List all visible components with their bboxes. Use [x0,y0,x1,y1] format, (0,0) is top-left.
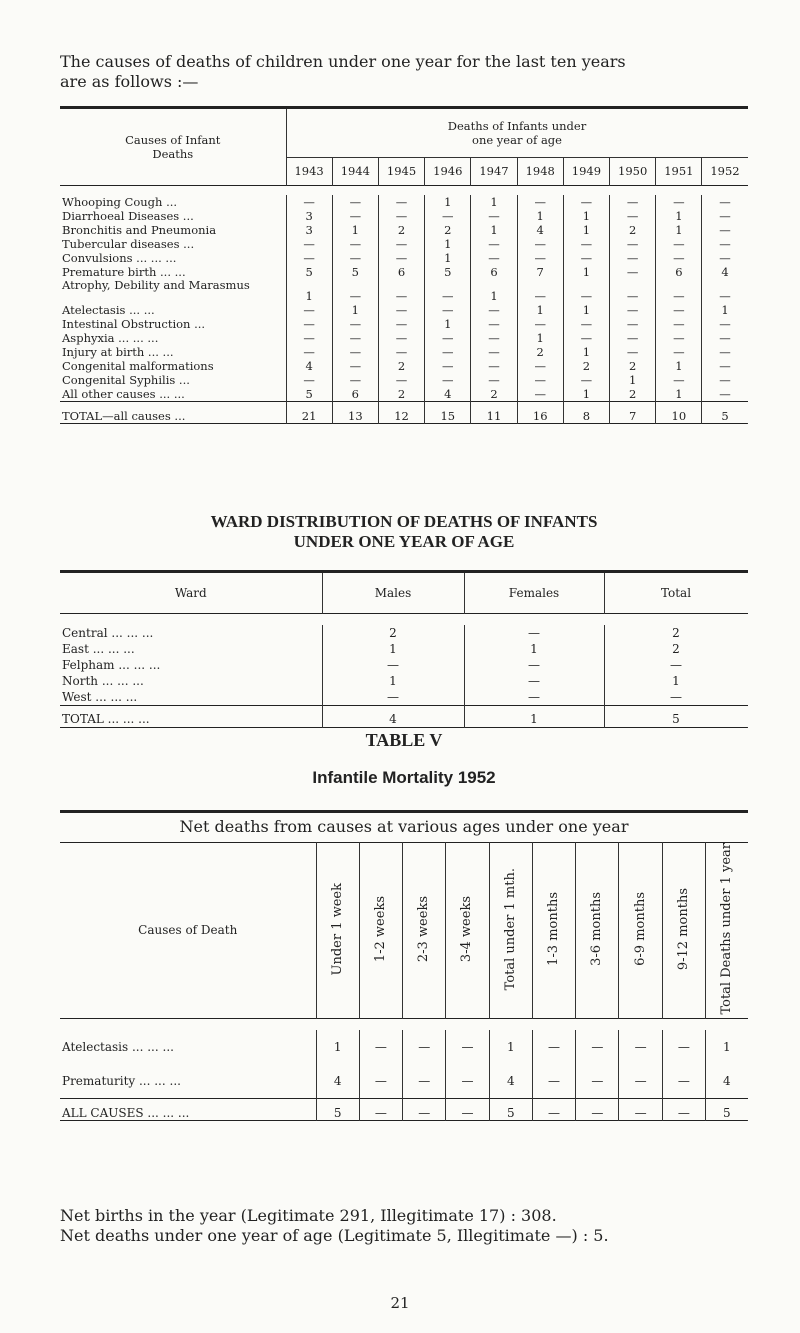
total-cell: 21 [286,402,332,424]
deaths-cell: 1 [656,223,702,237]
infantile-mortality-table [60,842,748,1121]
intro-paragraph [60,52,760,92]
cause-label: All other causes ... ... [60,387,286,402]
deaths-cell: 2 [425,223,471,237]
deaths-cell: — [517,251,563,265]
deaths-cell: 1 [563,209,609,223]
table-row [60,359,748,373]
deaths-cell: — [719,373,731,387]
deaths-cell: — [332,279,378,303]
deaths-cell: — [425,359,471,373]
total-cell: — [359,1098,402,1120]
table-row [60,265,748,279]
deaths-cell: — [425,303,471,317]
ward-column-header: Ward [60,573,322,613]
deaths-cell: — [359,1030,402,1064]
table-row [60,689,748,706]
deaths-cell: — [532,1030,575,1064]
deaths-cell: — [378,317,424,331]
table-v-caption: Net deaths from causes at various ages under one year [179,817,629,836]
deaths-cell: — [576,1030,619,1064]
deaths-cell: — [332,345,378,359]
table-row [60,209,748,223]
total-cell: 13 [332,402,378,424]
deaths-cell: 1 [563,303,609,317]
deaths-group-header: Deaths of Infants under one year of age [447,119,587,147]
deaths-cell: — [719,195,731,209]
cause-label: Premature birth ... ... [60,265,286,279]
ward-total-males: 4 [322,706,464,728]
deaths-cell: — [610,195,656,209]
cause-label: Prematurity ... ... ... [60,1064,316,1098]
deaths-cell: 4 [517,223,563,237]
deaths-cell: 5 [425,265,471,279]
deaths-cell: — [719,345,731,359]
deaths-cell: 1 [721,303,729,317]
year-header: 1952 [702,157,748,185]
ward-females-cell: — [464,657,604,673]
deaths-cell: — [332,373,378,387]
deaths-cell: — [286,373,332,387]
deaths-cell: 1 [563,387,609,402]
deaths-cell: 1 [316,1030,359,1064]
deaths-cell: 7 [517,265,563,279]
deaths-cell: 1 [332,223,378,237]
age-column-header [489,843,532,1019]
deaths-cell: — [563,317,609,331]
deaths-cell: 6 [471,265,517,279]
deaths-cell: — [446,1030,489,1064]
ward-females-cell: — [464,673,604,689]
deaths-cell: — [471,317,517,331]
deaths-cell: — [286,345,332,359]
total-row [60,402,748,424]
deaths-cell: — [563,237,609,251]
age-column-label: 9-12 months [675,887,691,970]
deaths-cell: — [610,209,656,223]
deaths-cell: — [286,195,332,209]
deaths-cell: — [286,251,332,265]
deaths-cell: 1 [425,195,471,209]
deaths-cell: 4 [425,387,471,402]
cause-label: Bronchitis and Pneumonia [60,223,286,237]
cause-label: Atelectasis ... ... ... [60,1030,316,1064]
total-cell: 5 [316,1098,359,1120]
deaths-cell: 5 [332,265,378,279]
deaths-cell: 2 [378,223,424,237]
deaths-cell: 1 [425,251,471,265]
ward-males-cell: 1 [322,641,464,657]
age-column-header [316,843,359,1019]
deaths-cell: 3 [286,223,332,237]
page-number: 21 [390,1294,410,1312]
age-column-header [532,843,575,1019]
deaths-cell: 1 [656,359,702,373]
age-column-header [619,843,662,1019]
deaths-cell: — [610,345,656,359]
deaths-cell: — [517,359,563,373]
deaths-cell: — [517,387,563,402]
total-cell: 5 [489,1098,532,1120]
deaths-cell: — [471,209,517,223]
deaths-cell: — [332,359,378,373]
deaths-cell: — [656,237,702,251]
ward-females-cell: — [464,689,604,706]
deaths-cell: — [425,209,471,223]
deaths-cell: 5 [286,265,332,279]
deaths-cell: — [378,237,424,251]
deaths-cell: — [719,387,731,401]
deaths-cell: — [610,265,656,279]
table-row [60,387,748,402]
table-row [60,303,748,317]
ward-females-cell: 1 [464,641,604,657]
net-deaths-note: Net deaths under one year of age (Legitimate 5, Illegitimate —) : 5. [60,1226,609,1245]
table-row [60,625,748,641]
deaths-cell: 1 [489,1030,532,1064]
age-column-label: Under 1 week [329,882,345,976]
ward-males-cell: 1 [322,673,464,689]
ward-total-cell: — [670,658,682,672]
age-column-header [403,843,446,1019]
deaths-cell: — [471,237,517,251]
cause-label: Convulsions ... ... ... [60,251,286,265]
ward-column-header: Males [322,573,464,613]
deaths-cell: — [656,317,702,331]
deaths-cell: — [332,317,378,331]
deaths-cell: — [576,1064,619,1098]
year-header: 1943 [286,157,332,185]
total-cell: — [662,1098,705,1120]
total-cell: 5 [706,1098,748,1120]
deaths-cell: 2 [610,387,656,402]
age-column-label: 1-2 weeks [372,895,388,962]
ward-total-cell: 2 [672,626,680,640]
deaths-cell: — [332,195,378,209]
deaths-cell: — [619,1030,662,1064]
cause-label: Injury at birth ... ... [60,345,286,359]
deaths-cell: — [563,373,609,387]
ward-total-females: 1 [464,706,604,728]
deaths-cell: 1 [517,303,563,317]
total-label: ALL CAUSES ... ... ... [60,1098,316,1120]
intro-line-1: The causes of deaths of children under one year for the last ten years [60,52,626,71]
age-column-header [359,843,402,1019]
deaths-cell: — [471,303,517,317]
table-row [60,373,748,387]
table-row [60,345,748,359]
age-column-header [662,843,705,1019]
ward-total-cell: — [670,690,682,704]
year-header: 1944 [332,157,378,185]
total-cell: 7 [610,402,656,424]
deaths-cell: 6 [656,265,702,279]
table-row [60,641,748,657]
deaths-cell: — [719,223,731,237]
table-row [60,237,748,251]
cause-label: Atrophy, Debility and Marasmus [60,279,286,303]
deaths-cell: — [425,331,471,345]
deaths-cell: — [286,237,332,251]
deaths-cell: — [425,279,471,303]
deaths-cell: — [719,209,731,223]
table-v-container [60,810,748,1121]
deaths-cell: — [563,195,609,209]
deaths-cell: — [425,345,471,359]
deaths-cell: — [403,1064,446,1098]
total-row [60,706,748,728]
deaths-cell: 4 [721,265,729,279]
deaths-cell: 1 [517,331,563,345]
deaths-cell: 1 [332,303,378,317]
total-cell: 8 [563,402,609,424]
deaths-cell: 1 [563,345,609,359]
deaths-cell: — [532,1064,575,1098]
cause-label: Congenital Syphilis ... [60,373,286,387]
table-row [60,673,748,689]
age-column-label: 2-3 weeks [416,895,432,962]
deaths-cell: — [610,251,656,265]
deaths-cell: 3 [286,209,332,223]
deaths-cell: — [517,279,563,303]
deaths-cell: — [332,237,378,251]
deaths-cell: — [563,251,609,265]
cause-label: Diarrhoeal Diseases ... [60,209,286,223]
age-column-label: 6-9 months [632,891,648,966]
deaths-cell: 2 [563,359,609,373]
deaths-cell: — [610,331,656,345]
deaths-cell: — [656,345,702,359]
ward-ward-cell: East ... ... ... [60,641,322,657]
age-column-label: Total Deaths under 1 year [718,843,734,1015]
total-cell: — [446,1098,489,1120]
year-header: 1950 [610,157,656,185]
deaths-cell: — [656,331,702,345]
deaths-cell: — [378,331,424,345]
ward-females-cell: — [464,625,604,641]
table-row [60,1030,748,1064]
deaths-cell: — [471,331,517,345]
deaths-cell: — [656,373,702,387]
deaths-cell: — [286,303,332,317]
deaths-cell: — [719,317,731,331]
total-row [60,1098,748,1120]
deaths-cell: 6 [378,265,424,279]
age-column-header [576,843,619,1019]
deaths-cell: — [378,195,424,209]
cause-label: Asphyxia ... ... ... [60,331,286,345]
deaths-cell: 6 [332,387,378,402]
total-cell: — [619,1098,662,1120]
deaths-cell: — [719,251,731,265]
cause-column-header: Causes of Infant Deaths [60,109,286,185]
deaths-cell: 5 [286,387,332,402]
deaths-cell: — [378,209,424,223]
age-column-label: Total under 1 mth. [502,867,518,990]
table-row [60,657,748,673]
ward-males-cell: — [322,689,464,706]
deaths-cell: — [471,359,517,373]
total-cell: — [576,1098,619,1120]
deaths-cell: 2 [378,387,424,402]
deaths-cell: — [471,373,517,387]
deaths-cell: — [378,251,424,265]
deaths-cell: — [471,251,517,265]
deaths-cell: 1 [471,279,517,303]
deaths-cell: — [332,251,378,265]
ward-column-header: Total [660,585,692,600]
year-header: 1947 [471,157,517,185]
age-column-label: 1-3 months [546,891,562,966]
infant-deaths-by-cause-table [60,106,748,424]
ward-ward-cell: Central ... ... ... [60,625,322,641]
deaths-cell: — [517,237,563,251]
causes-of-death-header: Causes of Death [60,843,316,1019]
total-cell: — [403,1098,446,1120]
notes [60,1206,760,1246]
year-header: 1945 [378,157,424,185]
table-row [60,251,748,265]
ward-distribution-heading: WARD DISTRIBUTION OF DEATHS OF INFANTS UNDER ONE YEAR OF AGE [210,512,598,551]
deaths-cell: 1 [471,223,517,237]
deaths-cell: 1 [471,195,517,209]
ward-total-ward: TOTAL ... ... ... [60,706,322,728]
year-header: 1946 [425,157,471,185]
year-header: 1951 [656,157,702,185]
total-cell: 10 [656,402,702,424]
deaths-cell: — [719,289,731,303]
deaths-cell: 4 [489,1064,532,1098]
deaths-cell: — [378,303,424,317]
total-cell: 16 [517,402,563,424]
age-column-label: 3-4 weeks [459,895,475,962]
year-header: 1948 [517,157,563,185]
deaths-cell: — [563,331,609,345]
deaths-cell: — [332,209,378,223]
ward-column-header: Females [464,573,604,613]
ward-total-cell: 2 [672,642,680,656]
table-row [60,279,748,303]
deaths-cell: 2 [471,387,517,402]
deaths-cell: — [471,345,517,359]
table-row [60,331,748,345]
total-cell: 11 [471,402,517,424]
table-row [60,1064,748,1098]
total-cell: 12 [378,402,424,424]
deaths-cell: — [656,251,702,265]
ward-males-cell: — [322,657,464,673]
deaths-cell: — [610,317,656,331]
total-label: TOTAL—all causes ... [60,402,286,424]
deaths-cell: — [719,331,731,345]
ward-total-total: 5 [604,706,748,728]
deaths-cell: — [517,317,563,331]
deaths-cell: — [378,279,424,303]
ward-ward-cell: North ... ... ... [60,673,322,689]
deaths-cell: — [425,373,471,387]
deaths-cell: 1 [656,387,702,402]
deaths-cell: 1 [286,279,332,303]
deaths-cell: 4 [722,1073,731,1088]
age-column-label: 3-6 months [589,891,605,966]
net-births-note: Net births in the year (Legitimate 291, Illegitimate 17) : 308. [60,1206,557,1225]
deaths-cell: 2 [610,223,656,237]
deaths-cell: — [610,303,656,317]
deaths-cell: — [359,1064,402,1098]
cause-label: Intestinal Obstruction ... [60,317,286,331]
deaths-cell: — [719,237,731,251]
cause-label: Atelectasis ... ... [60,303,286,317]
total-cell: 15 [425,402,471,424]
total-cell: 5 [702,402,748,424]
deaths-cell: — [610,279,656,303]
deaths-cell: — [286,317,332,331]
deaths-cell: 1 [563,265,609,279]
cause-label: Whooping Cough ... [60,195,286,209]
deaths-cell: — [662,1030,705,1064]
year-header: 1949 [563,157,609,185]
ward-ward-cell: West ... ... ... [60,689,322,706]
deaths-cell: 1 [656,209,702,223]
cause-label: Congenital malformations [60,359,286,373]
deaths-cell: 1 [563,223,609,237]
table-row [60,223,748,237]
deaths-cell: — [403,1030,446,1064]
deaths-cell: — [656,279,702,303]
deaths-cell: 1 [425,237,471,251]
deaths-cell: — [378,373,424,387]
deaths-cell: — [656,303,702,317]
deaths-cell: 2 [378,359,424,373]
ward-distribution-table [60,570,748,728]
total-cell: — [532,1098,575,1120]
table-row [60,195,748,209]
deaths-cell: 1 [425,317,471,331]
age-column-header [446,843,489,1019]
cause-label: Tubercular diseases ... [60,237,286,251]
ward-total-cell: 1 [672,674,680,688]
table-v-title: TABLE V [365,730,443,750]
deaths-cell: — [446,1064,489,1098]
deaths-cell: — [656,195,702,209]
deaths-cell: — [517,195,563,209]
deaths-cell: 2 [610,359,656,373]
intro-line-2: are as follows :— [60,72,199,91]
age-column-header [706,843,748,1019]
ward-males-cell: 2 [322,625,464,641]
deaths-cell: — [662,1064,705,1098]
deaths-cell: 1 [610,373,656,387]
deaths-cell: — [619,1064,662,1098]
deaths-cell: 4 [286,359,332,373]
ward-ward-cell: Felpham ... ... ... [60,657,322,673]
deaths-cell: — [563,279,609,303]
deaths-cell: — [719,359,731,373]
deaths-cell: 1 [517,209,563,223]
table-row [60,317,748,331]
deaths-cell: 2 [517,345,563,359]
deaths-cell: — [286,331,332,345]
deaths-cell: — [610,237,656,251]
deaths-cell: — [378,345,424,359]
deaths-cell: 1 [722,1040,731,1055]
table-v-subtitle: Infantile Mortality 1952 [312,768,496,787]
deaths-cell: 4 [316,1064,359,1098]
deaths-cell: — [332,331,378,345]
deaths-cell: — [517,373,563,387]
